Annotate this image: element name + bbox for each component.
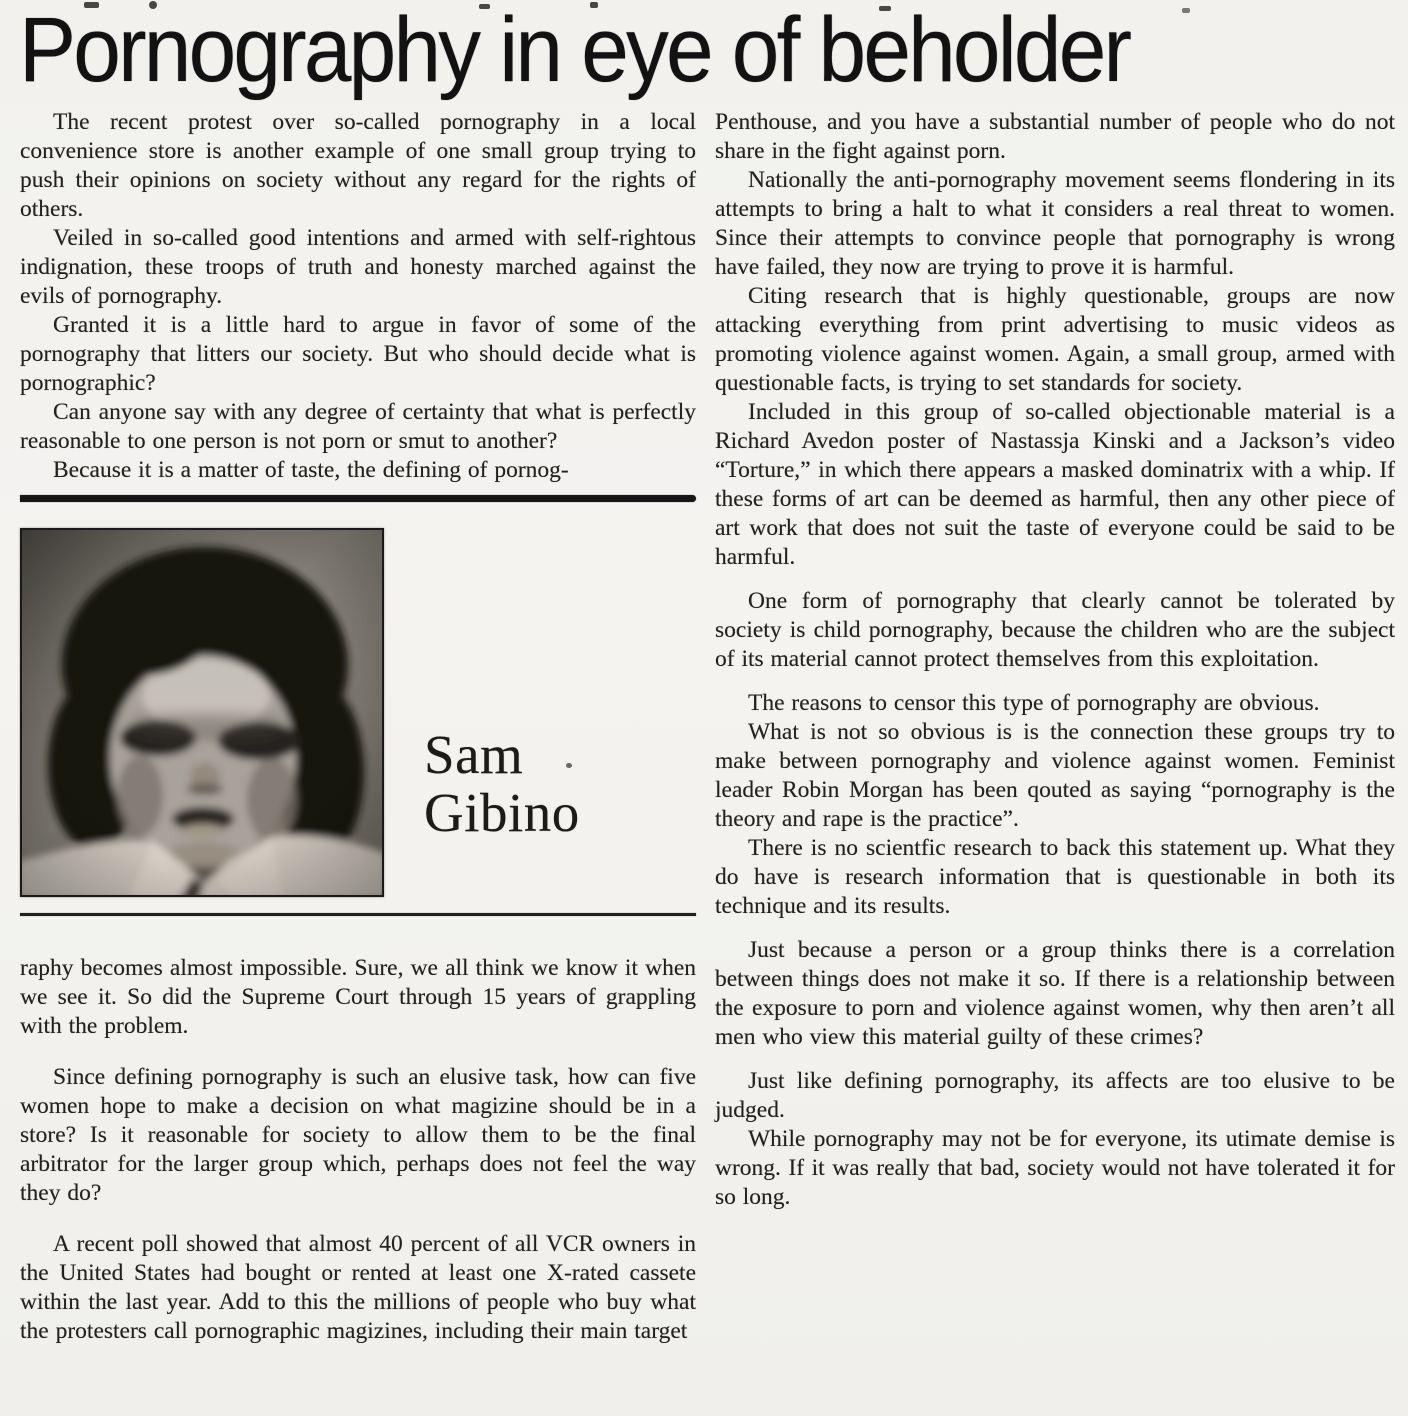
- right-column: [715, 108, 1395, 1346]
- author-photo: [20, 528, 384, 897]
- author-figure: [20, 528, 696, 897]
- paragraph: Included in this group of so-called objectionable material is a Richard Avedon poster of Nastassja Kinski and a Jackson’s video “Torture,” in which there appears a masked dominatrix with a whip. If these forms of art can be deemed as harmful, then any other piece of art work that does not suit the taste of everyone could be said to be harmful.: [715, 399, 1395, 570]
- author-byline: [424, 528, 580, 897]
- paragraph: Can anyone say with any degree of certainty that what is perfectly reasonable to one person is not porn or smut to another?: [20, 399, 696, 454]
- paragraph: Because it is a matter of taste, the defining of pornog-: [53, 457, 569, 483]
- portrait-illustration: [22, 530, 382, 895]
- divider-rule-top: [20, 495, 696, 502]
- paragraph: A recent poll showed that almost 40 percent of all VCR owners in the United States had bought or rented at least one X-rated cassete within the last year. Add to this the millions of people who buy what the protesters call pornographic magizines, including their main target: [20, 1231, 696, 1344]
- paragraph: One form of pornography that clearly cannot be tolerated by society is child pornography, because the children who are the subject of its material cannot protect themselves from this exploitation.: [715, 588, 1395, 672]
- article-headline: Pornography in eye of beholder: [19, 0, 1130, 101]
- scan-speck: [1182, 8, 1190, 13]
- paragraph: Granted it is a little hard to argue in favor of some of the pornography that litters our society. But who should decide what is pornographic?: [20, 312, 696, 396]
- paragraph: Just like defining pornography, its affects are too elusive to be judged.: [715, 1068, 1395, 1123]
- paragraph: Just because a person or a group thinks there is a correlation between things does not make it so. If there is a relationship between the exposure to porn and violence against women, why then aren’t all men who view this material guilty of these crimes?: [715, 937, 1395, 1050]
- divider-rule-bottom: [20, 913, 696, 916]
- paragraph: There is no scientfic research to back this statement up. What they do have is research information that is questionable in both its technique and its results.: [715, 835, 1395, 919]
- paragraph: raphy becomes almost impossible. Sure, we all think we know it when we see it. So did the Supreme Court through 15 years of grappling with the problem.: [20, 955, 696, 1039]
- paragraph: Nationally the anti-pornography movement seems flondering in its attempts to bring a halt to what it considers a real threat to women. Since their attempts to convince people that pornography is wrong have failed, they now are trying to prove it is harmful.: [715, 167, 1395, 280]
- author-first-name: Sam: [424, 724, 524, 785]
- paragraph: The recent protest over so-called pornography in a local convenience store is another example of one small group trying to push their opinions on society without any regard for the rights of others.: [20, 109, 696, 222]
- paragraph: Penthouse, and you have a substantial number of people who do not share in the fight against porn.: [715, 109, 1395, 164]
- paragraph: While pornography may not be for everyone, its utimate demise is wrong. If it was really that bad, society would not have tolerated it for so long.: [715, 1126, 1395, 1210]
- paragraph: Citing research that is highly questionable, groups are now attacking everything from print advertising to music videos as promoting violence against women. Again, a small group, armed with questionable facts, is trying to set standards for society.: [715, 283, 1395, 396]
- author-last-name: Gibino: [424, 782, 580, 843]
- paragraph: Veiled in so-called good intentions and armed with self-rightous indignation, these troops of truth and honesty marched against the evils of pornography.: [20, 225, 696, 309]
- paragraph: What is not so obvious is is the connection these groups try to make between pornography and violence against women. Feminist leader Robin Morgan has been qouted as saying “pornography is the theory and rape is the practice”.: [715, 719, 1395, 832]
- left-column: [20, 108, 696, 1346]
- paragraph: The reasons to censor this type of pornography are obvious.: [748, 690, 1320, 716]
- paragraph: Since defining pornography is such an elusive task, how can five women hope to make a decision on what magizine should be in a store? Is it reasonable for society to allow them to be the final arbitrator for the larger group which, perhaps does not feel the way they do?: [20, 1064, 696, 1206]
- article-body: [20, 108, 1395, 1346]
